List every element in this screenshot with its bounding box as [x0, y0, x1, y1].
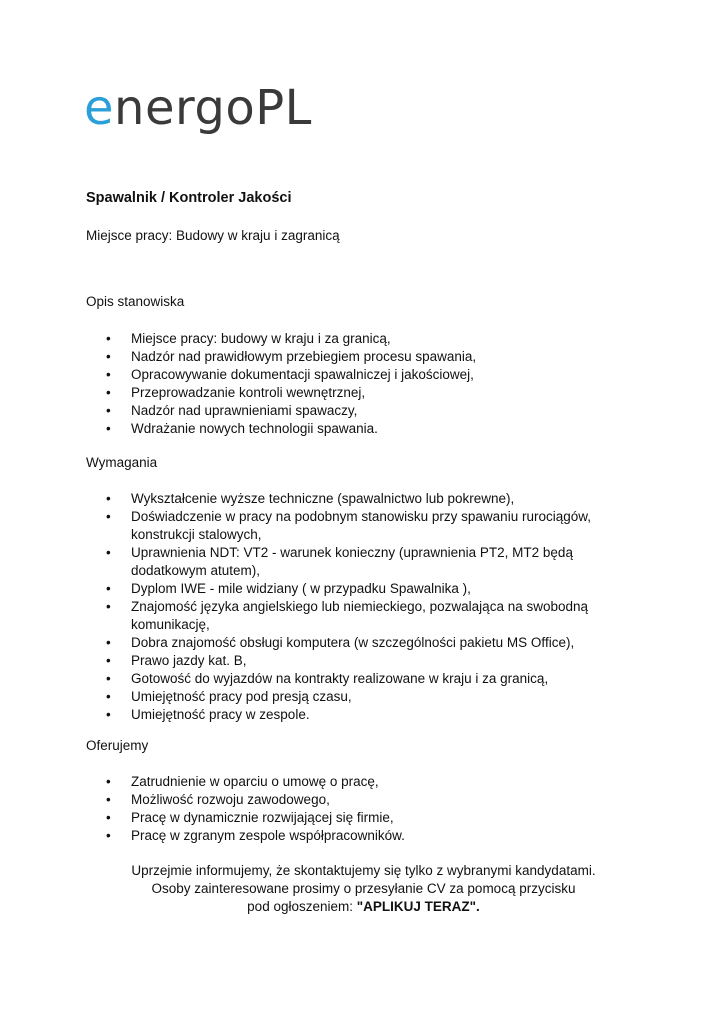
list-item: • Nadzór nad prawidłowym przebiegiem procesu spawania, [86, 348, 606, 366]
offer-heading: Oferujemy [86, 738, 149, 753]
list-item: • Pracę w zgranym zespole współpracowników. [86, 827, 606, 845]
list-item: • Dyplom IWE - mile widziany ( w przypadku Spawalnika ), [86, 580, 606, 598]
closing-note [86, 862, 641, 916]
job-title: Spawalnik / Kontroler Jakości [86, 190, 292, 206]
list-item: • Pracę w dynamicznie rozwijającej się firmie, [86, 809, 606, 827]
list-item: • Zatrudnienie w oparciu o umowę o pracę, [86, 773, 606, 791]
description-list [86, 330, 606, 438]
list-item: • Nadzór nad uprawnieniami spawaczy, [86, 402, 606, 420]
list-item: • Umiejętność pracy w zespole. [86, 706, 606, 724]
closing-line-3-prefix: pod ogłoszeniem: [247, 899, 357, 914]
list-item: • Wdrażanie nowych technologii spawania. [86, 420, 606, 438]
offer-list [86, 773, 606, 845]
list-item: • Doświadczenie w pracy na podobnym stanowisku przy spawaniu rurociągów, konstrukcji stalowych, [86, 508, 606, 544]
logo-letter-e: e [84, 80, 115, 136]
requirements-heading: Wymagania [86, 455, 158, 470]
list-item: • Znajomość języka angielskiego lub niemieckiego, pozwalająca na swobodną komunikację, [86, 598, 606, 634]
list-item: • Miejsce pracy: budowy w kraju i za granicą, [86, 330, 606, 348]
closing-line-3 [86, 898, 641, 916]
requirements-list [86, 490, 606, 724]
list-item: • Umiejętność pracy pod presją czasu, [86, 688, 606, 706]
list-item: • Przeprowadzanie kontroli wewnętrznej, [86, 384, 606, 402]
list-item: • Gotowość do wyjazdów na kontrakty realizowane w kraju i za granicą, [86, 670, 606, 688]
apply-now-text: "APLIKUJ TERAZ". [356, 899, 480, 914]
list-item: • Wykształcenie wyższe techniczne (spawalnictwo lub pokrewne), [86, 490, 606, 508]
list-item: • Uprawnienia NDT: VT2 - warunek konieczny (uprawnienia PT2, MT2 będą dodatkowym atutem), [86, 544, 606, 580]
closing-line-1: Uprzejmie informujemy, że skontaktujemy się tylko z wybranymi kandydatami. [131, 863, 596, 878]
list-item: • Prawo jazdy kat. B, [86, 652, 606, 670]
list-item: • Dobra znajomość obsługi komputera (w szczególności pakietu MS Office), [86, 634, 606, 652]
list-item: • Opracowywanie dokumentacji spawalniczej i jakościowej, [86, 366, 606, 384]
list-item: • Możliwość rozwoju zawodowego, [86, 791, 606, 809]
energopl-logo [84, 80, 312, 136]
job-location: Miejsce pracy: Budowy w kraju i zagranicą [86, 228, 340, 243]
closing-line-2: Osoby zainteresowane prosimy o przesyłanie CV za pomocą przycisku [151, 881, 576, 896]
logo-text: nergoPL [114, 80, 312, 136]
description-heading: Opis stanowiska [86, 294, 185, 309]
